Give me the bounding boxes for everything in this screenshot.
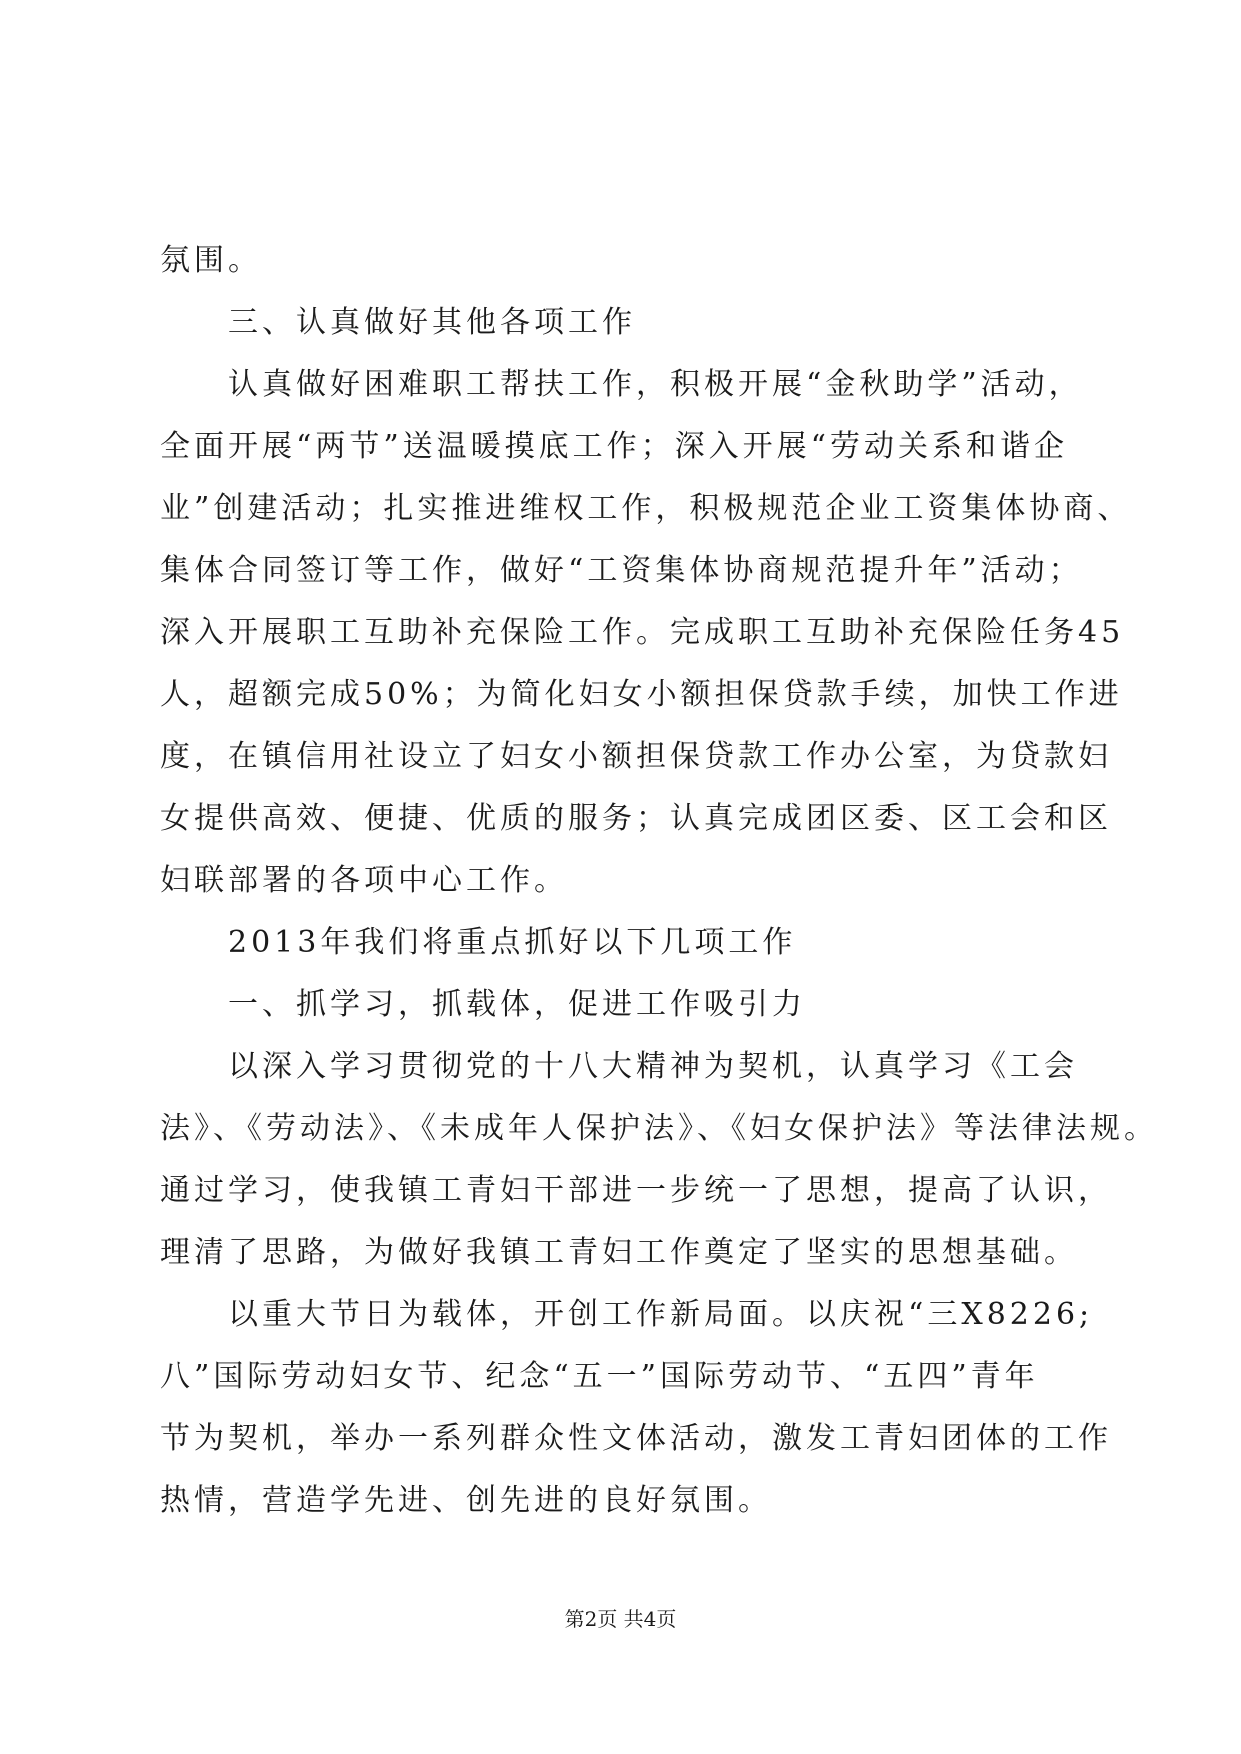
body-line: 深入开展职工互助补充保险工作。完成职工互助补充保险任务45: [160, 615, 1125, 650]
body-line: 氛围。: [160, 243, 262, 278]
section-heading: 三、认真做好其他各项工作: [228, 305, 636, 340]
body-line: 女提供高效、便捷、优质的服务；认真完成团区委、区工会和区: [160, 801, 1112, 836]
document-body: [160, 230, 1158, 1532]
section-heading: 一、抓学习，抓载体，促进工作吸引力: [228, 987, 806, 1022]
body-line: 以深入学习贯彻党的十八大精神为契机，认真学习《工会: [228, 1049, 1078, 1084]
body-line: 以重大节日为载体，开创工作新局面。以庆祝“三X8226;: [228, 1297, 1094, 1332]
body-line: 人，超额完成50%；为简化妇女小额担保贷款手续，加快工作进: [160, 677, 1123, 712]
body-line: 节为契机，举办一系列群众性文体活动，激发工青妇团体的工作: [160, 1421, 1112, 1456]
body-line: 热情，营造学先进、创先进的良好氛围。: [160, 1483, 772, 1518]
body-line: 通过学习，使我镇工青妇干部进一步统一了思想，提高了认识，: [160, 1173, 1112, 1208]
body-line: 认真做好困难职工帮扶工作，积极开展“金秋助学”活动，: [228, 367, 1083, 402]
section-heading: 2013年我们将重点抓好以下几项工作: [228, 925, 797, 960]
body-line: 妇联部署的各项中心工作。: [160, 863, 568, 898]
body-line: 理清了思路，为做好我镇工青妇工作奠定了坚实的思想基础。: [160, 1235, 1078, 1270]
body-line: 业”创建活动；扎实推进维权工作，积极规范企业工资集体协商、: [160, 491, 1132, 526]
body-line: 集体合同签订等工作，做好“工资集体协商规范提升年”活动；: [160, 553, 1083, 588]
page-footer: 第2页 共4页: [564, 1607, 677, 1631]
body-line: 度，在镇信用社设立了妇女小额担保贷款工作办公室，为贷款妇: [160, 739, 1112, 774]
body-line: 八”国际劳动妇女节、纪念“五一”国际劳动节、“五四”青年: [160, 1359, 1039, 1394]
body-line: 法》、《劳动法》、《未成年人保护法》、《妇女保护法》等法律法规。: [160, 1111, 1158, 1146]
body-line: 全面开展“两节”送温暖摸底工作；深入开展“劳动关系和谐企: [160, 429, 1069, 464]
